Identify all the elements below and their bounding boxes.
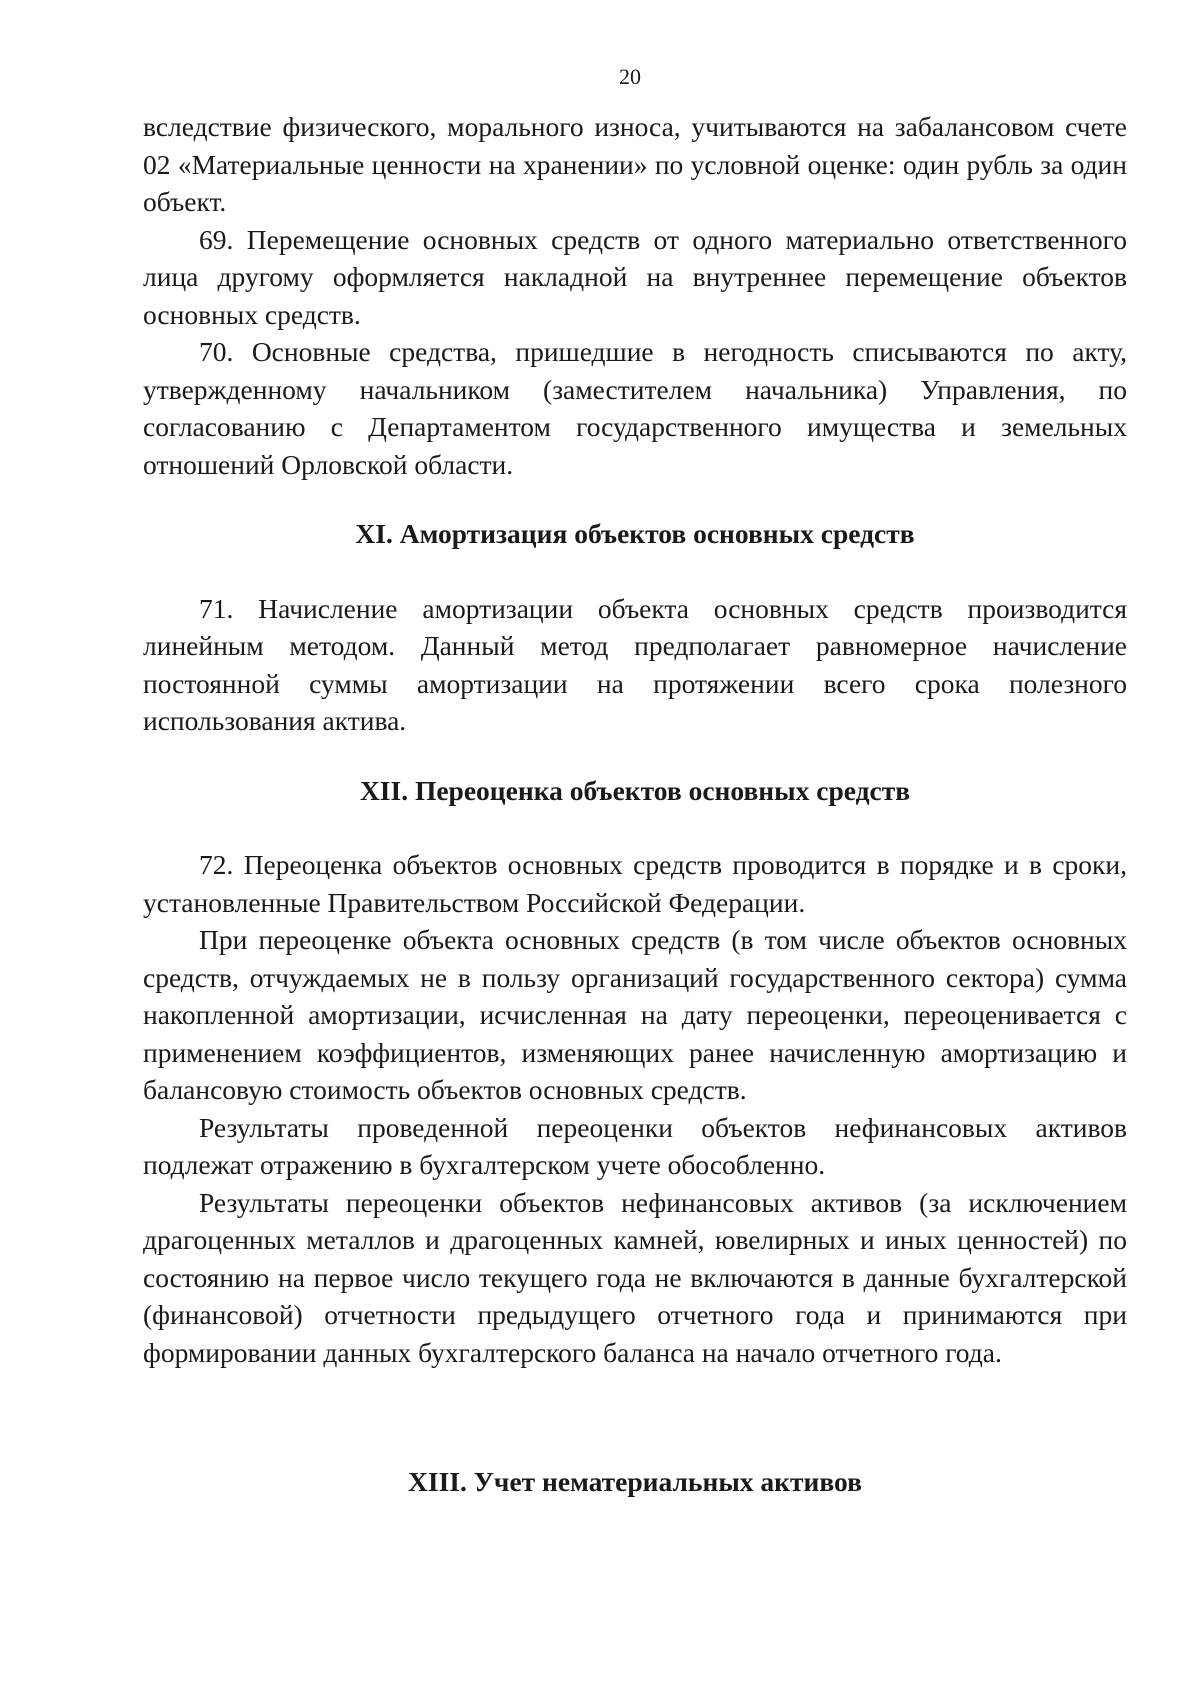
paragraph-69: 69. Перемещение основных средств от одного материально ответственного лица другому оформляется накладной на внутреннее перемещение объектов основных средств.	[143, 223, 1127, 330]
paragraph-72-revaluation: При переоценке объекта основных средств (в том числе объектов основных средств, отчуждаемых не в пользу организаций государственного сектора) сумма накопленной амортизации, исчисленная на дату переоценки, переоценивается с применением коэффициентов, изменяющих ранее начисленную амортизацию и балансовую стоимость объектов основных средств.	[143, 924, 1127, 1105]
paragraph-continuation: вследствие физического, морального износа, учитываются на забалансовом счете 02 «Материальные ценности на хранении» по условной оценке: один рубль за один объект.	[143, 111, 1127, 217]
spacer	[143, 809, 1127, 846]
spacer	[143, 483, 1127, 515]
paragraph-71: 71. Начисление амортизации объекта основных средств производится линейным методом. Данный метод предполагает равномерное начисление постоянной суммы амортизации на протяжении всего срока полезного использования актива.	[143, 592, 1127, 736]
spacer	[143, 740, 1127, 772]
paragraph-72-reporting: Результаты переоценки объектов нефинансовых активов (за исключением драгоценных металлов и драгоценных камней, ювелирных и иных ценностей) по состоянию на первое число текущего года не включаются в данные бухгалтерской (финансовой) отчетности предыдущего отчетного года и принимаются при формировании данных бухгалтерского баланса на начало отчетного года.	[143, 1186, 1127, 1368]
paragraph-70: 70. Основные средства, пришедшие в негодность списываются по акту, утвержденному начальником (заместителем начальника) Управления, по согласованию с Департаментом государственного имущества и земельных отношений Орловской области.	[143, 336, 1127, 480]
page-number: 20	[619, 64, 641, 89]
document-body	[143, 108, 1127, 1501]
section-heading-xiii: XIII. Учет нематериальных активов	[408, 1466, 862, 1497]
paragraph-72: 72. Переоценка объектов основных средств проводится в порядке и в сроки, установленные Правительством Российской Федерации.	[143, 849, 1127, 918]
paragraph-72-results: Результаты проведенной переоценки объектов нефинансовых активов подлежат отражению в бухгалтерском учете обособленно.	[143, 1111, 1127, 1180]
spacer	[143, 553, 1127, 590]
section-heading-xii: XII. Переоценка объектов основных средств	[359, 774, 911, 806]
section-heading-xi: XI. Амортизация объектов основных средств	[355, 518, 915, 549]
spacer	[143, 1371, 1127, 1463]
